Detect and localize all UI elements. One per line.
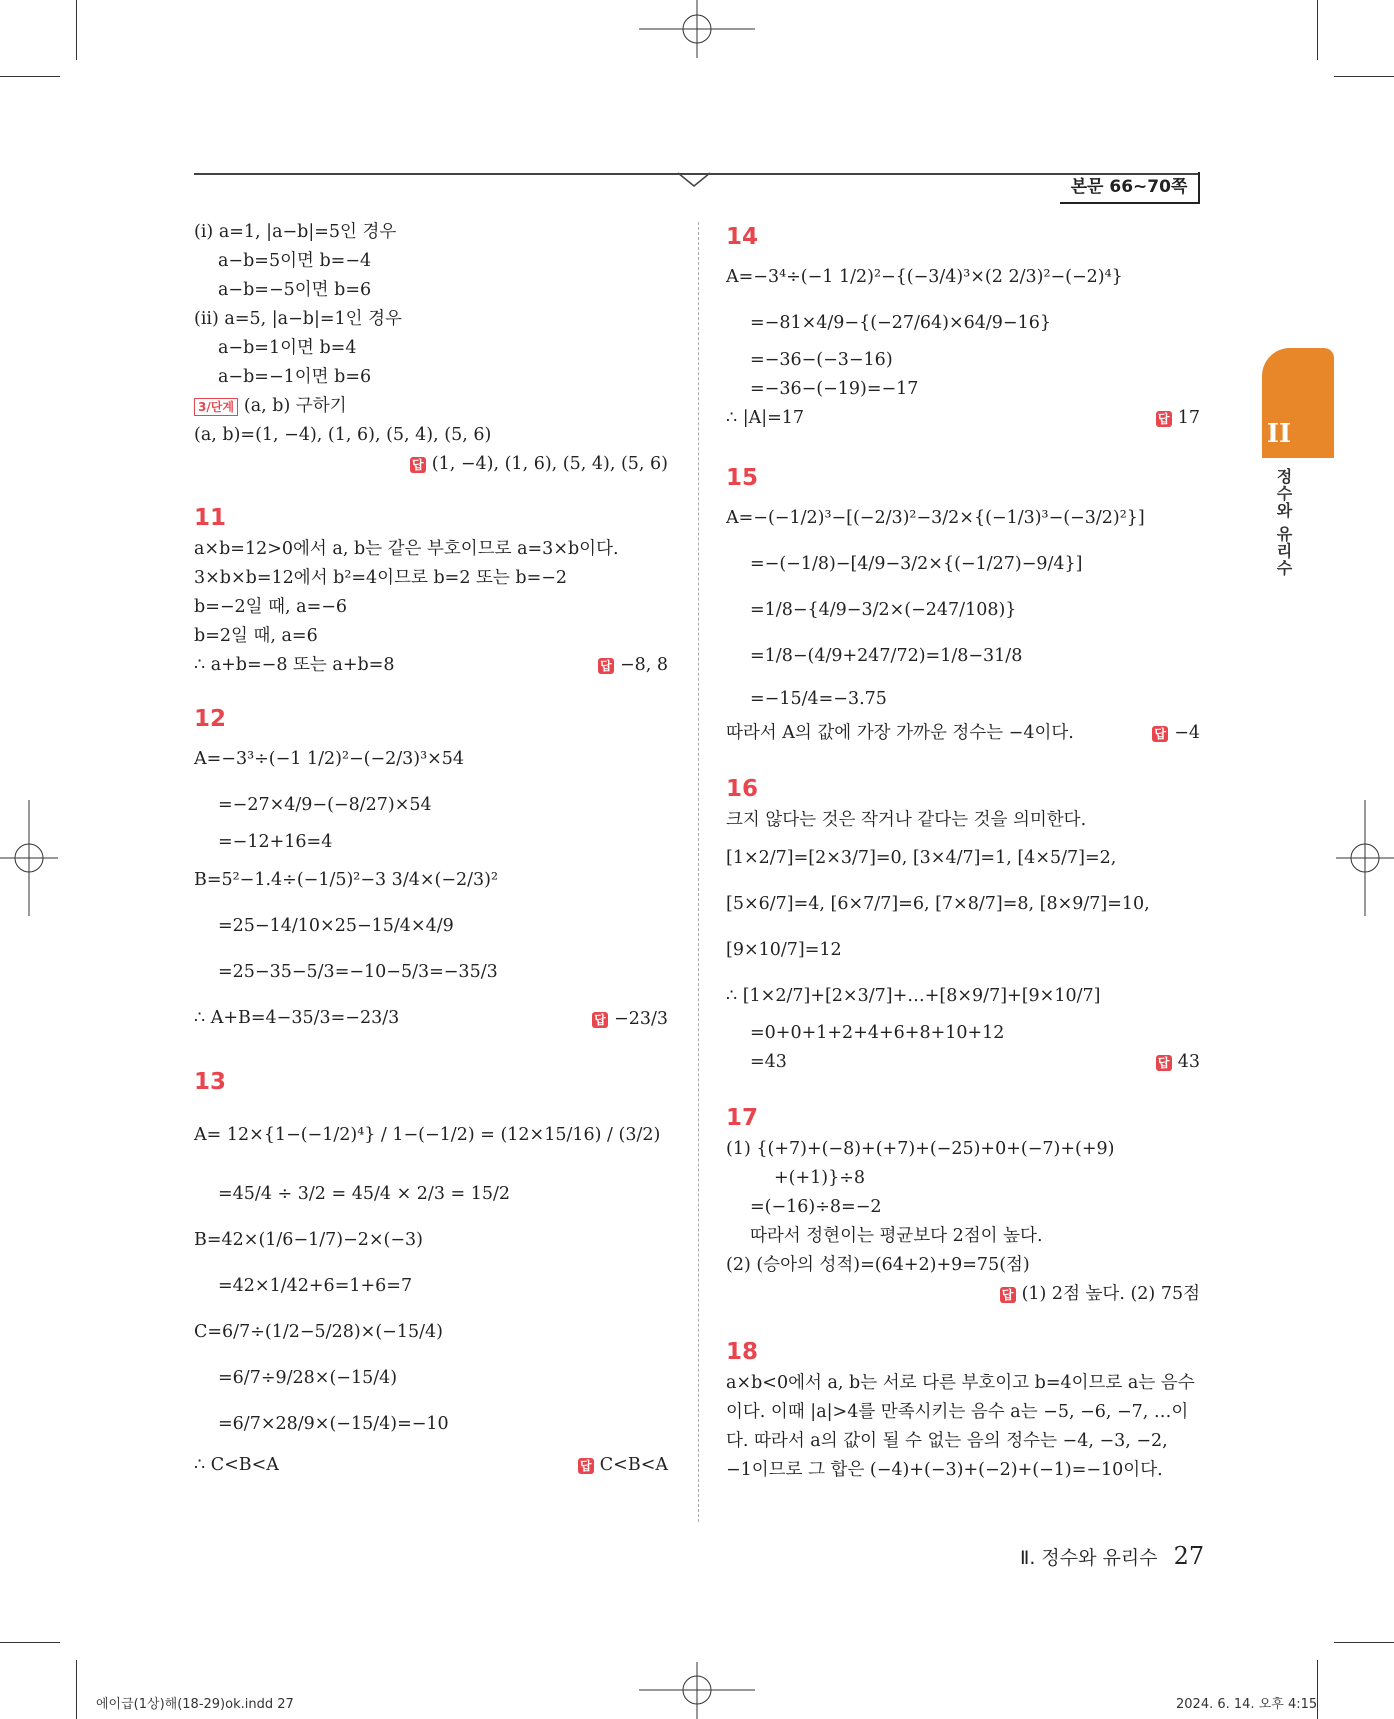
- problem-number: 12: [194, 706, 227, 732]
- solution-line: (i) a=1, |a−b|=5인 경우: [194, 222, 397, 242]
- solution-line: =0+0+1+2+4+6+8+10+12: [750, 1023, 1005, 1043]
- crop-mark: [1334, 1642, 1394, 1643]
- header-notch: [678, 172, 710, 188]
- solution-line: b=2일 때, a=6: [194, 626, 318, 646]
- solution-line: ∴ A+B=4−35/3=−23/3: [194, 1008, 400, 1028]
- solution-line: =25−14/10×25−15/4×4/9: [218, 916, 454, 936]
- solution-line: [9×10/7]=12: [726, 940, 842, 960]
- solution-line: (ii) a=5, |a−b|=1인 경우: [194, 309, 402, 329]
- solution-line: 이다. 이때 |a|>4를 만족시키는 음수 a는 −5, −6, −7, …이: [726, 1402, 1189, 1422]
- problem-number: 17: [726, 1105, 759, 1131]
- problem-number: 16: [726, 776, 759, 802]
- solution-line: =45/4 ÷ 3/2 = 45/4 × 2/3 = 15/2: [218, 1184, 511, 1204]
- step-text: (a, b) 구하기: [243, 396, 347, 416]
- answer-text: C<B<A: [599, 1455, 668, 1475]
- solution-line: +(+1)}÷8: [774, 1168, 866, 1188]
- problem-number: 15: [726, 465, 759, 491]
- answer-text: −4: [1174, 723, 1200, 743]
- solution-line: A= 12×{1−(−1/2)⁴} / 1−(−1/2) = (12×15/16) / (3/2): [194, 1125, 661, 1145]
- page-footer: [1020, 1542, 1204, 1570]
- answer-icon: 답: [1000, 1287, 1016, 1303]
- solution-line: =−36−(−3−16): [750, 350, 893, 370]
- solution-line: A=−3⁴÷(−1 1/2)²−{(−3/4)³×(2 2/3)²−(−2)⁴}: [726, 267, 1123, 287]
- solution-line: =−27×4/9−(−8/27)×54: [218, 795, 432, 815]
- registration-mark-top: [637, 0, 757, 60]
- solution-line: ∴ a+b=−8 또는 a+b=8: [194, 655, 395, 675]
- solution-line: =1/8−{4/9−3/2×(−247/108)}: [750, 600, 1017, 620]
- step-badge: 3/단계: [194, 398, 238, 416]
- answer-text: 17: [1177, 408, 1200, 428]
- problem-number: 14: [726, 224, 759, 250]
- solution-line: =1/8−(4/9+247/72)=1/8−31/8: [750, 646, 1023, 666]
- solution-line: ∴ |A|=17: [726, 408, 805, 428]
- left-column: [194, 218, 668, 1483]
- solution-line: =−12+16=4: [218, 832, 333, 852]
- solution-line: A=−3³÷(−1 1/2)²−(−2/3)³×54: [194, 749, 465, 769]
- solution-line: B=42×(1/6−1/7)−2×(−3): [194, 1230, 424, 1250]
- answer-text: (1, −4), (1, 6), (5, 4), (5, 6): [431, 454, 668, 474]
- problem-number: 11: [194, 505, 227, 531]
- solution-line: (1) {(+7)+(−8)+(+7)+(−25)+0+(−7)+(+9): [726, 1139, 1115, 1159]
- slug-date: 2024. 6. 14. 오후 4:15: [1176, 1697, 1318, 1712]
- solution-line: b=−2일 때, a=−6: [194, 597, 348, 617]
- solution-line: ∴ [1×2/7]+[2×3/7]+…+[8×9/7]+[9×10/7]: [726, 986, 1101, 1006]
- answer-icon: 답: [410, 457, 426, 473]
- solution-line: [1×2/7]=[2×3/7]=0, [3×4/7]=1, [4×5/7]=2,: [726, 848, 1117, 868]
- solution-line: 3×b×b=12에서 b²=4이므로 b=2 또는 b=−2: [194, 568, 568, 588]
- answer-icon: 답: [1156, 411, 1172, 427]
- registration-mark-bottom: [637, 1662, 757, 1719]
- solution-line: A=−(−1/2)³−[(−2/3)²−3/2×{(−1/3)³−(−3/2)²}]: [726, 508, 1145, 528]
- solution-line: =−36−(−19)=−17: [750, 379, 919, 399]
- registration-mark-right: [1334, 798, 1394, 918]
- solution-line: =43: [750, 1052, 787, 1072]
- page-range-label: 본문 66~70쪽: [1060, 172, 1200, 204]
- step-heading: [194, 392, 668, 421]
- answer-line: [194, 450, 668, 479]
- solution-line: =6/7÷9/28×(−15/4): [218, 1368, 398, 1388]
- solution-line: a×b<0에서 a, b는 서로 다른 부호이고 b=4이므로 a는 음수: [726, 1373, 1195, 1393]
- solution-line: B=5²−1.4÷(−1/5)²−3 3/4×(−2/3)²: [194, 870, 499, 890]
- answer-icon: 답: [598, 658, 614, 674]
- answer-icon: 답: [578, 1458, 594, 1474]
- crop-mark: [0, 1642, 60, 1643]
- footer-chapter: Ⅱ. 정수와 유리수: [1020, 1547, 1158, 1569]
- answer-text: 43: [1177, 1052, 1200, 1072]
- solution-line: =6/7×28/9×(−15/4)=−10: [218, 1414, 449, 1434]
- solution-line: 크지 않다는 것은 작거나 같다는 것을 의미한다.: [726, 810, 1087, 830]
- right-column: [726, 220, 1200, 1485]
- column-divider: [698, 222, 699, 1522]
- crop-mark: [1317, 0, 1318, 60]
- solution-line: 따라서 A의 값에 가장 가까운 정수는 −4이다.: [726, 723, 1074, 743]
- solution-line: =25−35−5/3=−10−5/3=−35/3: [218, 962, 498, 982]
- answer-line: [726, 1048, 1200, 1077]
- solution-line: (a, b)=(1, −4), (1, 6), (5, 4), (5, 6): [194, 425, 492, 445]
- problem-number: 18: [726, 1339, 759, 1365]
- solution-line: 다. 따라서 a의 값이 될 수 없는 음의 정수는 −4, −3, −2,: [726, 1431, 1168, 1451]
- solution-line: [5×6/7]=4, [6×7/7]=6, [7×8/7]=8, [8×9/7]=10,: [726, 894, 1150, 914]
- answer-line: [726, 1280, 1200, 1309]
- solution-line: =−15/4=−3.75: [750, 689, 887, 709]
- answer-text: (1) 2점 높다. (2) 75점: [1021, 1284, 1200, 1304]
- crop-mark: [0, 76, 60, 77]
- page-number: 27: [1173, 1542, 1205, 1570]
- answer-icon: 답: [1156, 1055, 1172, 1071]
- crop-mark: [76, 1660, 77, 1719]
- solution-line: =(−16)÷8=−2: [750, 1197, 882, 1217]
- slug-filename: 에이급(1상)해(18-29)ok.indd 27: [96, 1697, 294, 1712]
- solution-line: a−b=1이면 b=4: [218, 338, 357, 358]
- solution-line: a−b=−5이면 b=6: [218, 280, 372, 300]
- solution-line: =−(−1/8)−[4/9−3/2×{(−1/27)−9/4}]: [750, 554, 1083, 574]
- crop-mark: [1334, 76, 1394, 77]
- crop-mark: [1317, 1660, 1318, 1719]
- answer-text: −8, 8: [619, 655, 668, 675]
- solution-line: a×b=12>0에서 a, b는 같은 부호이므로 a=3×b이다.: [194, 539, 619, 559]
- solution-line: (2) (승아의 성적)=(64+2)+9=75(점): [726, 1255, 1030, 1275]
- solution-line: ∴ C<B<A: [194, 1455, 279, 1475]
- solution-line: 따라서 정현이는 평균보다 2점이 높다.: [750, 1226, 1043, 1246]
- problem-number: 13: [194, 1069, 227, 1095]
- chapter-roman-numeral: II: [1266, 419, 1292, 449]
- answer-text: −23/3: [614, 1009, 668, 1029]
- answer-icon: 답: [592, 1012, 608, 1028]
- solution-line: =−81×4/9−{(−27/64)×64/9−16}: [750, 313, 1051, 333]
- solution-line: a−b=5이면 b=−4: [218, 251, 372, 271]
- solution-line: C=6/7÷(1/2−5/28)×(−15/4): [194, 1322, 443, 1342]
- solution-line: −1이므로 그 합은 (−4)+(−3)+(−2)+(−1)=−10이다.: [726, 1460, 1163, 1480]
- crop-mark: [76, 0, 77, 60]
- answer-icon: 답: [1152, 726, 1168, 742]
- solution-line: =42×1/42+6=1+6=7: [218, 1276, 413, 1296]
- registration-mark-left: [0, 798, 60, 918]
- solution-line: a−b=−1이면 b=6: [218, 367, 372, 387]
- chapter-tab-label: 정수와 유리수: [1274, 468, 1293, 577]
